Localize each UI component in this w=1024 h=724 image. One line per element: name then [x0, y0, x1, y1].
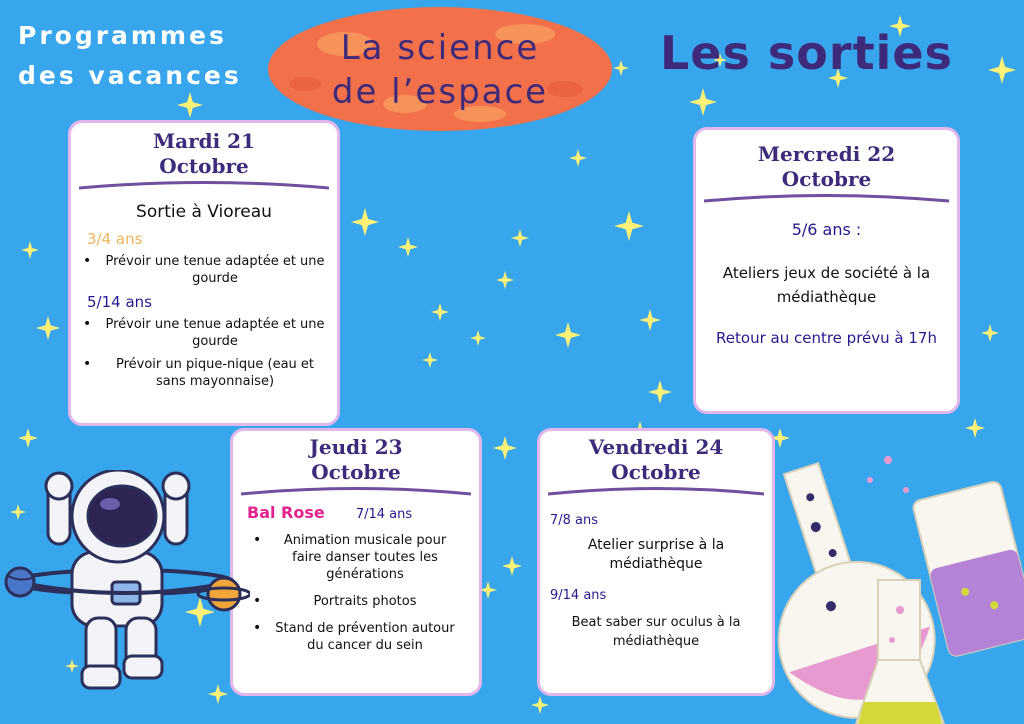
card-mardi-age-1: 3/4 ans	[87, 230, 143, 248]
list-item-text: Animation musicale pour faire danser toutes les générations	[283, 533, 447, 582]
card-vendredi	[537, 428, 775, 696]
astronaut-icon	[0, 470, 250, 720]
list-item: • Prévoir un pique-nique (eau et sans mayonnaise)	[83, 356, 315, 389]
program-title-line2: des vacances	[18, 61, 242, 90]
science-title-line2: de l’espace	[331, 72, 549, 112]
card-jeudi-list	[233, 532, 479, 654]
star-icon	[639, 309, 661, 331]
card-vendredi-activity-2: Beat saber sur oculus à la médiathèque	[571, 615, 741, 649]
card-jeudi-age: 7/14 ans	[355, 507, 413, 522]
card-mardi-day	[71, 129, 337, 179]
card-vendredi-age-2: 9/14 ans	[550, 588, 607, 603]
card-mardi-activity: Sortie à Vioreau	[136, 202, 272, 222]
star-icon	[648, 380, 672, 404]
star-icon	[555, 322, 581, 348]
star-icon	[981, 324, 999, 342]
card-mardi	[68, 120, 340, 426]
star-icon	[689, 88, 717, 116]
star-icon	[613, 60, 629, 76]
card-jeudi	[230, 428, 482, 696]
star-icon	[398, 237, 418, 257]
card-mardi-day-line1: Mardi 21	[152, 129, 255, 153]
program-title-line1: Programmes	[18, 21, 227, 50]
card-mercredi-activity: Ateliers jeux de société à la médiathèque	[722, 264, 931, 306]
sorties-title: Les sorties	[660, 26, 953, 80]
card-vendredi-activity-1: Atelier surprise à la médiathèque	[587, 537, 725, 572]
science-title	[285, 26, 595, 114]
star-icon	[511, 229, 529, 247]
star-icon	[18, 428, 38, 448]
card-vendredi-day-line1: Vendredi 24	[588, 435, 724, 459]
star-icon	[36, 316, 60, 340]
card-mercredi	[693, 127, 960, 414]
star-icon	[431, 303, 449, 321]
list-item: • Prévoir une tenue adaptée et une gourde	[83, 253, 325, 286]
list-item: • Portraits photos	[253, 593, 417, 609]
science-title-line1: La science	[340, 28, 540, 68]
list-item-text: Prévoir une tenue adaptée et une gourde	[105, 254, 325, 286]
list-item: • Prévoir une tenue adaptée et une gourde	[83, 316, 325, 349]
program-title	[18, 16, 278, 96]
flask-icon	[760, 450, 1024, 724]
list-item: • Stand de prévention autour du cancer du sein	[253, 620, 455, 653]
card-vendredi-day-line2: Octobre	[611, 460, 701, 484]
star-icon	[569, 149, 587, 167]
card-jeudi-day-line2: Octobre	[311, 460, 401, 484]
list-item-text: Prévoir une tenue adaptée et une gourde	[105, 317, 325, 349]
divider-swoosh	[696, 192, 957, 206]
star-icon	[614, 211, 644, 241]
card-mardi-age-2: 5/14 ans	[87, 293, 152, 311]
card-jeudi-header-row	[247, 503, 479, 522]
star-icon	[21, 241, 39, 259]
card-vendredi-age-1: 7/8 ans	[550, 513, 599, 528]
star-icon	[470, 330, 486, 346]
card-jeudi-event: Bal Rose	[247, 503, 325, 522]
list-item-text: Prévoir un pique-nique (eau et sans mayonnaise)	[115, 357, 315, 389]
star-icon	[351, 208, 379, 236]
list-item-text: Portraits photos	[313, 594, 417, 609]
star-icon	[531, 696, 549, 714]
divider-swoosh	[71, 179, 337, 193]
card-mercredi-age: 5/6 ans :	[791, 220, 862, 239]
card-mercredi-day-line1: Mercredi 22	[757, 142, 896, 166]
card-mercredi-day	[696, 142, 957, 192]
list-item: • Animation musicale pour faire danser toutes les générations	[253, 532, 447, 582]
star-icon	[988, 56, 1016, 84]
star-icon	[965, 418, 985, 438]
list-item-text: Stand de prévention autour du cancer du sein	[275, 621, 455, 653]
card-jeudi-day-line1: Jeudi 23	[309, 435, 403, 459]
star-icon	[493, 436, 517, 460]
card-mardi-list-2	[71, 316, 337, 390]
divider-swoosh	[233, 485, 479, 499]
card-vendredi-day	[540, 435, 772, 485]
divider-swoosh	[540, 485, 772, 499]
card-mardi-day-line2: Octobre	[159, 154, 249, 178]
star-icon	[422, 352, 438, 368]
card-mardi-list-1	[71, 253, 337, 287]
card-mercredi-retour: Retour au centre prévu à 17h	[716, 329, 937, 347]
card-mercredi-day-line2: Octobre	[781, 167, 872, 191]
star-icon	[496, 271, 514, 289]
card-jeudi-day	[233, 435, 479, 485]
star-icon	[502, 556, 522, 576]
